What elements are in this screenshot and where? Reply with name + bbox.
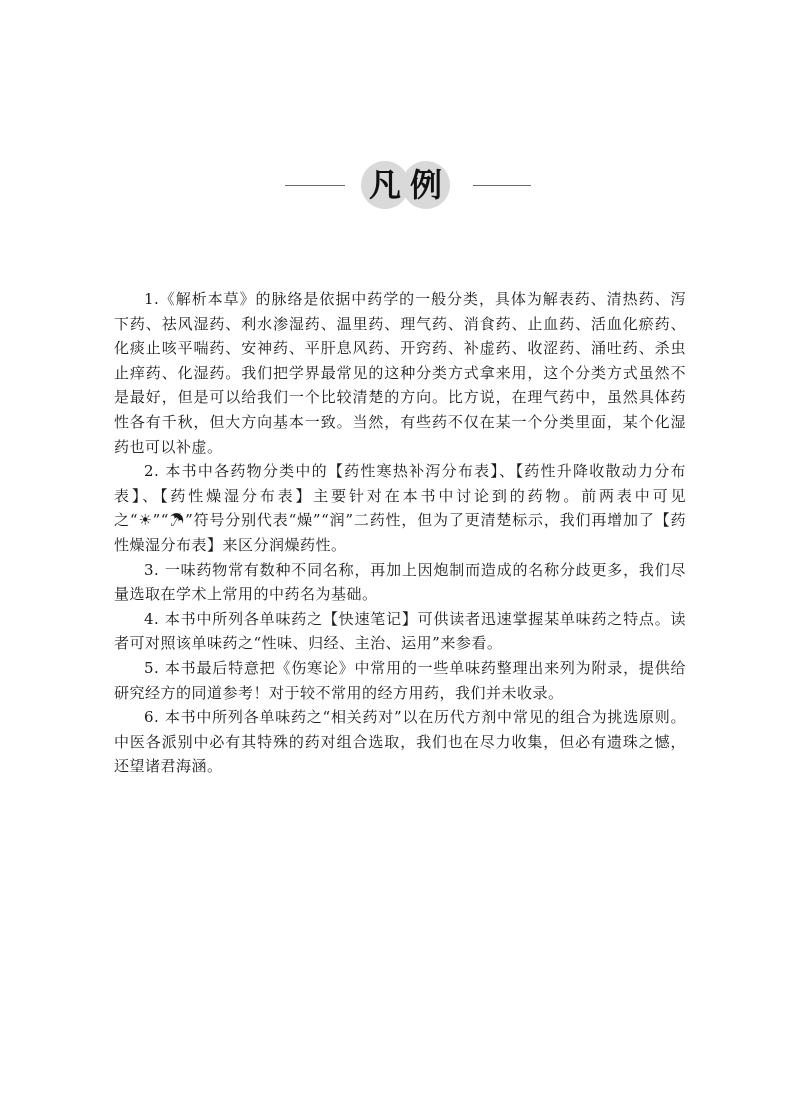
paragraph-6: 6. 本书中所列各单味药之“相关药对”以在历代方剂中常见的组合为挑选原则。中医各派别中必有其特殊的药对组合选取，我们也在尽力收集，但必有遗珠之憾，还望诸君海涵。	[114, 708, 686, 776]
paragraph-5: 5. 本书最后特意把《伤寒论》中常用的一些单味药整理出来列为附录，提供给研究经方的同道参考！对于较不常用的经方用药，我们并未收录。	[114, 658, 686, 702]
paragraph-3: 3. 一味药物常有数种不同名称，再加上因炮制而造成的名称分歧更多，我们尽量选取在学术上常用的中药名为基础。	[114, 560, 686, 604]
paragraph-1: 1.《解析本草》的脉络是依据中药学的一般分类，具体为解表药、清热药、泻下药、祛风湿药、利水渗湿药、温里药、理气药、消食药、止血药、活血化瘀药、化痰止咳平喘药、安神药、平肝息风药、开窍药、补虚药、收涩药、涌吐药、杀虫止痒药、化湿药。我们把学界最常见的这种分类方式拿来用，这个分类方式虽然不是最好，但是可以给我们一个比较清楚的方向。比方说，在理气药中，虽然具体药性各有千秋，但大方向基本一致。当然，有些药不仅在某一个分类里面，某个化湿药也可以补虚。	[114, 290, 686, 456]
paragraph-2: 2. 本书中各药物分类中的【药性寒热补泻分布表】、【药性升降收散动力分布表】、【药性燥湿分布表】主要针对在本书中讨论到的药物。前两表中可见之“☀”“☂”符号分别代表“燥”“润”二药性，但为了更清楚标示，我们再增加了【药性燥湿分布表】来区分润燥药性。	[114, 462, 686, 554]
paragraph-4: 4. 本书中所列各单味药之【快速笔记】可供读者迅速掌握某单味药之特点。读者可对照该单味药之“性味、归经、主治、运用”来参看。	[114, 609, 686, 653]
heading-rule-right	[473, 185, 531, 186]
body-text	[114, 287, 686, 779]
heading-char-1: 凡	[368, 166, 401, 204]
section-heading	[0, 160, 800, 210]
heading-char-2: 例	[409, 166, 442, 204]
heading-rule-left	[285, 185, 345, 186]
